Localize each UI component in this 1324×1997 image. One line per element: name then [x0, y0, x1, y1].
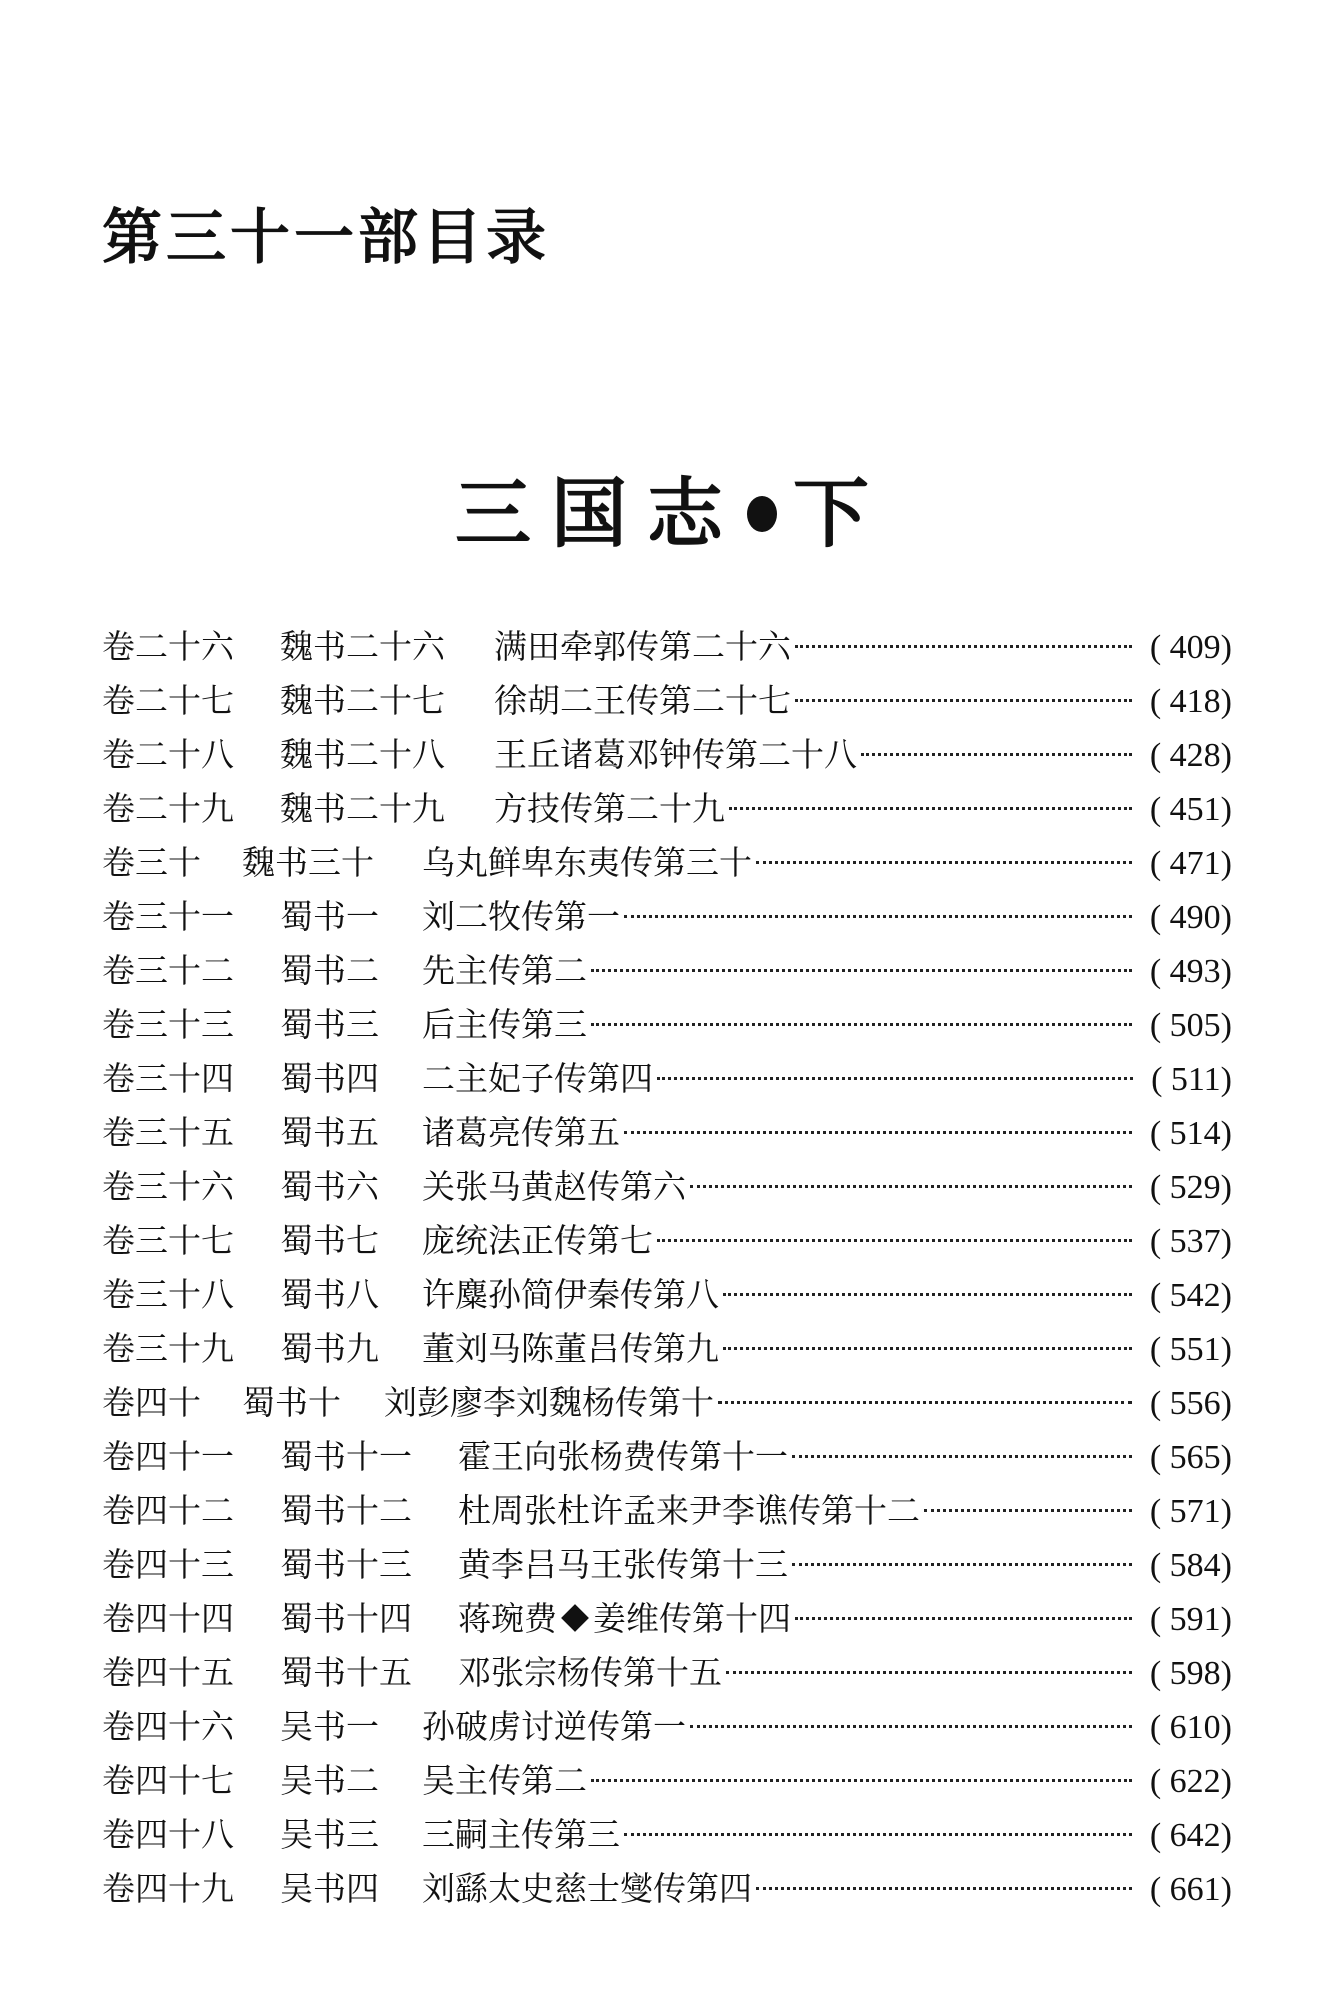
toc-volume: 卷四十五: [102, 1653, 234, 1692]
toc-title: 方技传第二十九: [494, 782, 727, 836]
toc-dot-leader: [657, 1239, 1132, 1242]
toc-dot-leader: [861, 753, 1132, 756]
toc-title: 邓张宗杨传第十五: [458, 1646, 724, 1700]
toc-dot-leader: [795, 1617, 1132, 1620]
toc-entry-tail: [422, 1160, 1232, 1215]
toc-row[interactable]: [102, 1268, 1232, 1322]
toc-title: 刘繇太史慈士燮传第四: [422, 1862, 754, 1916]
toc-row[interactable]: [102, 944, 1232, 998]
toc-volume: 卷三十九: [102, 1329, 234, 1368]
toc-row[interactable]: [102, 836, 1232, 890]
toc-page-number: ( 511): [1151, 1061, 1232, 1098]
toc-dot-leader: [795, 645, 1132, 648]
book-title-sub: 下: [793, 469, 869, 558]
toc-page-number: ( 610): [1149, 1709, 1232, 1746]
toc-row[interactable]: [102, 1160, 1232, 1214]
toc-title: 许麋孙简伊秦传第八: [422, 1268, 721, 1322]
toc-page-number: ( 409): [1149, 629, 1232, 666]
toc-row[interactable]: [102, 1808, 1232, 1862]
toc-row[interactable]: [102, 620, 1232, 674]
toc-section: 蜀书二: [280, 951, 379, 990]
toc-dot-leader: [624, 1833, 1132, 1836]
book-title-separator-dot: [747, 496, 777, 532]
toc-entry-tail: [422, 998, 1232, 1053]
toc-volume: 卷三十四: [102, 1059, 234, 1098]
toc-entry-tail: [384, 1376, 1232, 1431]
toc-section: 蜀书十二: [280, 1491, 412, 1530]
toc-entry-tail: [422, 944, 1232, 999]
toc-dot-leader: [591, 1779, 1132, 1782]
toc-section: 蜀书四: [280, 1059, 379, 1098]
toc-dot-leader: [723, 1293, 1132, 1296]
toc-page-number: ( 571): [1149, 1493, 1232, 1530]
toc-volume: 卷四十一: [102, 1437, 234, 1476]
toc-volume: 卷三十三: [102, 1005, 234, 1044]
book-title-main: 三国志: [455, 469, 743, 558]
toc-dot-leader: [624, 915, 1132, 918]
toc-row[interactable]: [102, 782, 1232, 836]
toc-entry-tail: [494, 620, 1232, 675]
toc-row[interactable]: [102, 728, 1232, 782]
toc-entry-tail: [422, 836, 1232, 891]
toc-dot-leader: [726, 1671, 1132, 1674]
toc-dot-leader: [792, 1455, 1132, 1458]
toc-section: 蜀书八: [280, 1275, 379, 1314]
toc-title: 三嗣主传第三: [422, 1808, 622, 1862]
toc-entry-tail: [422, 1700, 1232, 1755]
toc-entry-tail: [458, 1646, 1232, 1701]
toc-volume: 卷三十八: [102, 1275, 234, 1314]
toc-title: 徐胡二王传第二十七: [494, 674, 793, 728]
toc-page-number: ( 418): [1149, 683, 1232, 720]
toc-volume: 卷三十一: [102, 897, 234, 936]
toc-entry-tail: [458, 1484, 1232, 1539]
toc-row[interactable]: [102, 1592, 1232, 1646]
toc-section: 蜀书一: [280, 897, 379, 936]
toc-page-number: ( 542): [1149, 1277, 1232, 1314]
toc-dot-leader: [624, 1131, 1132, 1134]
toc-entry-tail: [422, 890, 1232, 945]
toc-row[interactable]: [102, 1646, 1232, 1700]
toc-entry-tail: [422, 1322, 1232, 1377]
toc-dot-leader: [591, 969, 1132, 972]
toc-dot-leader: [657, 1077, 1133, 1080]
toc-section: 魏书二十六: [280, 627, 445, 666]
toc-entry-tail: [422, 1808, 1232, 1863]
toc-title-part-before: 蒋琬费: [458, 1599, 557, 1638]
toc-row[interactable]: [102, 1052, 1232, 1106]
toc-page-number: ( 505): [1149, 1007, 1232, 1044]
toc-dot-leader: [718, 1401, 1132, 1404]
toc-volume: 卷四十二: [102, 1491, 234, 1530]
toc-section: 蜀书五: [280, 1113, 379, 1152]
toc-page-number: ( 490): [1149, 899, 1232, 936]
toc-section: 吴书三: [280, 1815, 379, 1854]
toc-entry-tail: [422, 1052, 1232, 1107]
toc-title: 董刘马陈董吕传第九: [422, 1322, 721, 1376]
toc-volume: 卷四十七: [102, 1761, 234, 1800]
toc-entry-tail: [422, 1106, 1232, 1161]
toc-entry-tail: [422, 1214, 1232, 1269]
toc-title: 霍王向张杨费传第十一: [458, 1430, 790, 1484]
toc-row[interactable]: [102, 1106, 1232, 1160]
toc-row[interactable]: [102, 998, 1232, 1052]
toc-dot-leader: [591, 1023, 1132, 1026]
toc-section: 蜀书六: [280, 1167, 379, 1206]
book-title: [0, 469, 1324, 558]
toc-dot-leader: [756, 861, 1132, 864]
toc-row[interactable]: [102, 1700, 1232, 1754]
toc-section: 蜀书十四: [280, 1599, 412, 1638]
toc-section: 魏书二十九: [280, 789, 445, 828]
toc-section: 蜀书十三: [280, 1545, 412, 1584]
toc-entry-tail: [494, 782, 1232, 837]
toc-entry-tail: [494, 728, 1232, 783]
toc-dot-leader: [723, 1347, 1132, 1350]
toc-volume: 卷三十七: [102, 1221, 234, 1260]
toc-page-number: ( 661): [1149, 1871, 1232, 1908]
toc-entry-tail: [494, 674, 1232, 729]
toc-row[interactable]: [102, 1322, 1232, 1376]
toc-dot-leader: [795, 699, 1132, 702]
missing-glyph-icon: [561, 1604, 589, 1632]
toc-title: 后主传第三: [422, 998, 589, 1052]
toc-volume: 卷三十二: [102, 951, 234, 990]
toc-section: 魏书二十七: [280, 681, 445, 720]
toc-page-number: ( 514): [1149, 1115, 1232, 1152]
toc-page-number: ( 565): [1149, 1439, 1232, 1476]
toc-dot-leader: [792, 1563, 1132, 1566]
toc-row[interactable]: [102, 1376, 1232, 1430]
toc-volume: 卷三十六: [102, 1167, 234, 1206]
toc-volume: 卷三十五: [102, 1113, 234, 1152]
toc-section: 蜀书十: [242, 1383, 341, 1422]
toc-title: 关张马黄赵传第六: [422, 1160, 688, 1214]
toc-entry-tail: [458, 1538, 1232, 1593]
toc-title: 孙破虏讨逆传第一: [422, 1700, 688, 1754]
toc-title: 刘彭廖李刘魏杨传第十: [384, 1376, 716, 1430]
toc-page-number: ( 598): [1149, 1655, 1232, 1692]
toc-section: 魏书二十八: [280, 735, 445, 774]
toc-row[interactable]: [102, 674, 1232, 728]
toc-volume: 卷四十六: [102, 1707, 234, 1746]
toc-row[interactable]: [102, 1754, 1232, 1808]
toc-title: 先主传第二: [422, 944, 589, 998]
toc-section: 蜀书九: [280, 1329, 379, 1368]
toc-title: 乌丸鲜卑东夷传第三十: [422, 836, 754, 890]
toc-title: 王丘诸葛邓钟传第二十八: [494, 728, 859, 782]
toc-section: 蜀书十五: [280, 1653, 412, 1692]
toc-page-number: ( 622): [1149, 1763, 1232, 1800]
toc-title: 庞统法正传第七: [422, 1214, 655, 1268]
toc-volume: 卷四十四: [102, 1599, 234, 1638]
toc-volume: 卷二十七: [102, 681, 234, 720]
toc-page-number: ( 591): [1149, 1601, 1232, 1638]
toc-page-number: ( 556): [1149, 1385, 1232, 1422]
toc-volume: 卷二十八: [102, 735, 234, 774]
toc-page-number: ( 493): [1149, 953, 1232, 990]
toc-section: 吴书一: [280, 1707, 379, 1746]
toc-page-number: ( 551): [1149, 1331, 1232, 1368]
toc-page-number: ( 451): [1149, 791, 1232, 828]
toc-volume: 卷四十: [102, 1383, 201, 1422]
toc-page-number: ( 584): [1149, 1547, 1232, 1584]
toc-title: 吴主传第二: [422, 1754, 589, 1808]
toc-page-number: ( 471): [1149, 845, 1232, 882]
toc-page-number: ( 537): [1149, 1223, 1232, 1260]
toc-dot-leader: [924, 1509, 1132, 1512]
toc-entry-tail: [422, 1862, 1232, 1917]
toc-row[interactable]: [102, 1538, 1232, 1592]
toc-volume: 卷二十六: [102, 627, 234, 666]
toc-row[interactable]: [102, 1862, 1232, 1916]
toc-title: 满田牵郭传第二十六: [494, 620, 793, 674]
toc-row[interactable]: [102, 1430, 1232, 1484]
toc-volume: 卷二十九: [102, 789, 234, 828]
toc-entry-tail: [422, 1754, 1232, 1809]
toc-title: 二主妃子传第四: [422, 1052, 655, 1106]
toc-page-number: ( 642): [1149, 1817, 1232, 1854]
toc-entry-tail: [458, 1430, 1232, 1485]
toc-title: [458, 1592, 793, 1646]
toc-volume: 卷四十八: [102, 1815, 234, 1854]
toc-dot-leader: [729, 807, 1132, 810]
toc-page-number: ( 428): [1149, 737, 1232, 774]
toc-section: 吴书四: [280, 1869, 379, 1908]
toc-volume: 卷四十三: [102, 1545, 234, 1584]
toc-page-number: ( 529): [1149, 1169, 1232, 1206]
toc-volume: 卷四十九: [102, 1869, 234, 1908]
toc-dot-leader: [690, 1725, 1132, 1728]
toc-row[interactable]: [102, 1214, 1232, 1268]
toc-section: 吴书二: [280, 1761, 379, 1800]
toc-title: 刘二牧传第一: [422, 890, 622, 944]
toc-dot-leader: [690, 1185, 1132, 1188]
toc-section: 蜀书三: [280, 1005, 379, 1044]
toc-section: 蜀书七: [280, 1221, 379, 1260]
toc-title: 杜周张杜许孟来尹李谯传第十二: [458, 1484, 922, 1538]
toc-row[interactable]: [102, 890, 1232, 944]
toc-title: 黄李吕马王张传第十三: [458, 1538, 790, 1592]
page-heading: 第三十一部目录: [102, 203, 550, 273]
toc-entry-tail: [458, 1592, 1232, 1647]
toc-title: 诸葛亮传第五: [422, 1106, 622, 1160]
toc-section: 蜀书十一: [280, 1437, 412, 1476]
toc-row[interactable]: [102, 1484, 1232, 1538]
toc-volume: 卷三十: [102, 843, 201, 882]
toc-dot-leader: [756, 1887, 1132, 1890]
toc-title-part-after: 姜维传第十四: [593, 1599, 791, 1638]
toc-section: 魏书三十: [242, 843, 374, 882]
toc-entry-tail: [422, 1268, 1232, 1323]
